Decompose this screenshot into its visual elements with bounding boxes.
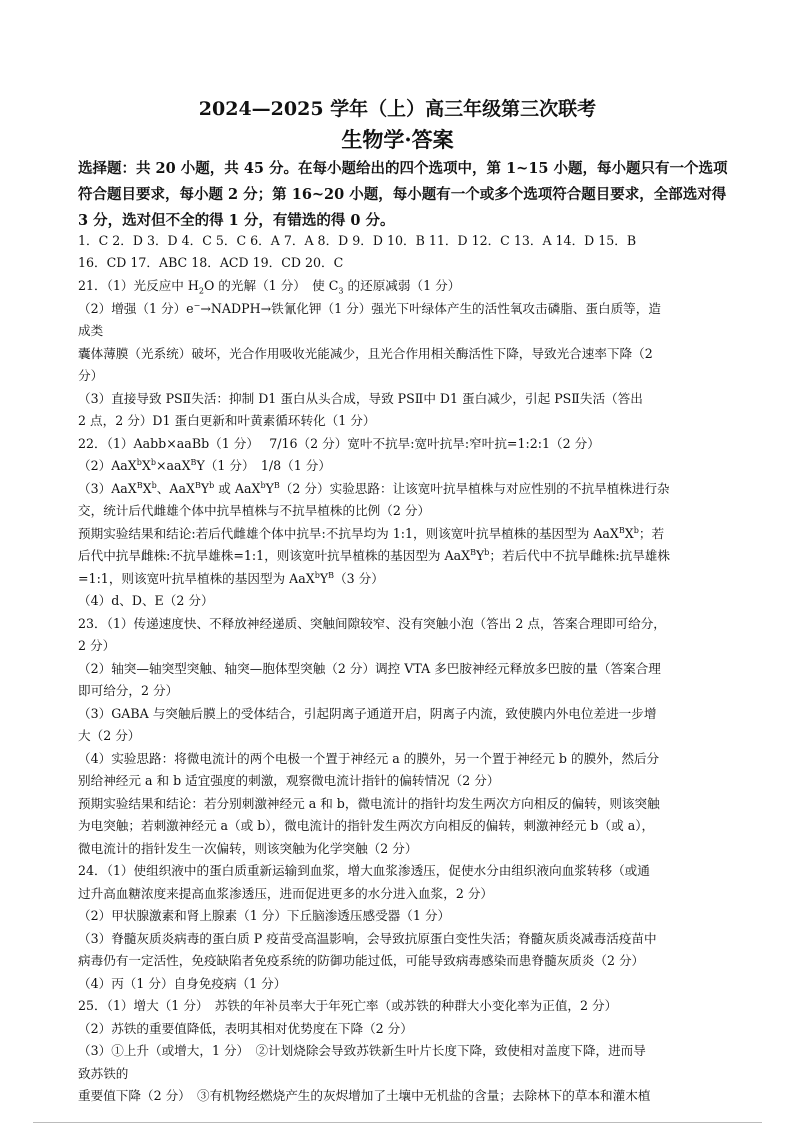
- q25-line-2: （2）苏铁的重要值降低，表明其相对优势度在下降（2 分）: [78, 1021, 413, 1036]
- q22-line-4: 交，统计后代雌雄个体中抗旱植株与不抗旱植株的比例（2 分）: [78, 503, 431, 518]
- exam-subtitle: 生物学·答案: [341, 127, 454, 152]
- q22-line-3: $(3)AaX^BX^b$、$AaX^BY^b$ 或 $AaX^bY^B(2$ 分）实验思路：让该宽叶抗旱植株与对应性别的不抗旱植株进行杂: [78, 480, 670, 496]
- q22-line-7: =1:1，则该宽叶抗旱植株的基因型为 $AaX^bY^B(3$ 分）: [78, 570, 384, 586]
- q23-line-7: （4）实验思路：将微电流计的两个电极一个置于神经元 a 的膜外，另一个置于神经元 b 的膜外，然后分: [78, 751, 660, 766]
- q21-line-3: 成类: [78, 323, 104, 338]
- q21-line-7: 2 点，2 分）D1 蛋白更新和叶黄素循环转化（1 分）: [78, 413, 376, 428]
- q21-line-5: 分）: [78, 368, 104, 383]
- q23-line-6: 大（2 分）: [78, 728, 141, 743]
- bottom-divider: [33, 1122, 762, 1123]
- q23-line-4: 即可给分，2 分）: [78, 683, 179, 698]
- choice-section-intro: 选择题：共 20 小题，共 45 分。在每小题给出的四个选项中，第 1~15 小题，每小题只有一个选项符合题目要求，每小题 2 分；第 16~20 小题，每小题有一个或多个选项符合题目要求，全部选对得 3 分，选对但不全的得 1 分，有错选的得 0 分。: [78, 160, 728, 229]
- q22-line-8: （4）d、D、E（2 分）: [78, 593, 214, 608]
- q24-line-2: 过升高血糖浓度来提高血浆渗透压，进而促进更多的水分进入血浆，2 分）: [78, 886, 494, 901]
- q24-line-3: （2）甲状腺激素和肾上腺素（1 分）下丘脑渗透压感受器（1 分）: [78, 908, 451, 923]
- q24-line-1: 24．（1）使组织液中的蛋白质重新运输到血浆，增大血浆渗透压，促使水分由组织液向血浆转移（或通: [78, 863, 650, 878]
- q21-line-6: （3）直接导致 PSⅡ失活：抑制 D1 蛋白从头合成，导致 PSⅡ中 D1 蛋白减少，引起 PSⅡ失活（答出: [78, 391, 643, 406]
- q21-line-2: （2）增强（1 分）e−→NADPH→铁氰化钾（1 分）强光下叶绿体产生的活性氧攻击磷脂、蛋白质等，造: [78, 300, 661, 316]
- q23-line-9: 预期实验结果和结论：若分别刺激神经元 a 和 b，微电流计的指针均发生两次方向相反的偏转，则该突触: [78, 796, 660, 811]
- choice-answers-row-2: 16．CD 17．ABC 18．ACD 19．CD 20．C: [78, 255, 344, 270]
- q23-line-3: （2）轴突—轴突型突触、轴突—胞体型突触（2 分）调控 VTA 多巴胺神经元释放多巴胺的量（答案合理: [78, 661, 661, 676]
- q23-line-8: 别给神经元 a 和 b 适宜强度的刺激，观察微电流计指针的偏转情况（2 分）: [78, 773, 500, 788]
- q23-line-5: （3）GABA 与突触后膜上的受体结合，引起阴离子通道开启，阴离子内流，致使膜内外电位差进一步增: [78, 706, 657, 721]
- q22-line-2: $(2)AaX^bX^b\times aaX^BY(1$ 分） 1/8（1 分）: [78, 457, 331, 473]
- q22-line-5: 预期实验结果和结论:若后代雌雄个体中抗旱:不抗旱均为 1:1，则该宽叶抗旱植株的基因型为 $AaX^BX^b$；若: [78, 525, 665, 541]
- q24-line-4: （3）脊髓灰质炎病毒的蛋白质 P 疫苗受高温影响，会导致抗原蛋白变性失活；脊髓灰质炎减毒活疫苗中: [78, 931, 657, 946]
- q25-line-1: 25．（1）增大（1 分） 苏铁的年补员率大于年死亡率（或苏铁的种群大小变化率为正值，2 分）: [78, 998, 618, 1013]
- q21-line-4: 囊体薄膜（光系统）破坏，光合作用吸收光能减少，且光合作用相关酶活性下降，导致光合速率下降（2: [78, 346, 653, 361]
- q25-line-4: 致苏铁的: [78, 1066, 129, 1081]
- q23-line-10: 为电突触；若刺激神经元 a（或 b），微电流计的指针发生两次方向相反的偏转，刺激神经元 b（或 a），: [78, 818, 655, 833]
- q23-line-11: 微电流计的指针发生一次偏转，则该突触为化学突触（2 分）: [78, 841, 418, 856]
- q24-line-6: （4）丙（1 分）自身免疫病（1 分）: [78, 976, 287, 991]
- q23-line-1: 23．（1）传递速度快、不释放神经递质、突触间隙较窄、没有突触小泡（答出 2 点，答案合理即可给分，: [78, 616, 666, 631]
- q25-line-3: （3）①上升（或增大，1 分） ②计划烧除会导致苏铁新生叶片长度下降，致使相对盖度下降，进而导: [78, 1043, 646, 1058]
- q21-line-1: 21．（1）光反应中 $H_2O$ 的光解（1 分） 使 $C_3$ 的还原减弱（1 分）: [78, 278, 461, 296]
- q22-line-6: 后代中抗旱雌株:不抗旱雄株=1:1，则该宽叶抗旱植株的基因型为 $AaX^BY^b$；若后代中不抗旱雌株:抗旱雄株: [78, 547, 670, 563]
- q24-line-5: 病毒仍有一定活性，免疫缺陷者免疫系统的防御功能过低，可能导致病毒感染而患脊髓灰质炎（2 分）: [78, 953, 645, 968]
- exam-title: 2024—2025 学年（上）高三年级第三次联考: [198, 98, 597, 120]
- q25-line-5: 重要值下降（2 分） ③有机物经燃烧产生的灰烬增加了土壤中无机盐的含量；去除林下的草本和灌木植: [78, 1088, 651, 1103]
- q23-line-2: 2 分）: [78, 638, 116, 653]
- q22-line-1: 22．（1）Aabb×aaBb（1 分） 7/16（2 分）宽叶不抗旱:宽叶抗旱:窄叶抗=1:2:1（2 分）: [78, 436, 600, 451]
- choice-answers-row-1: 1．C 2．D 3．D 4．C 5．C 6．A 7．A 8．D 9．D 10．B 11．D 12．C 13．A 14．D 15．B: [78, 233, 637, 248]
